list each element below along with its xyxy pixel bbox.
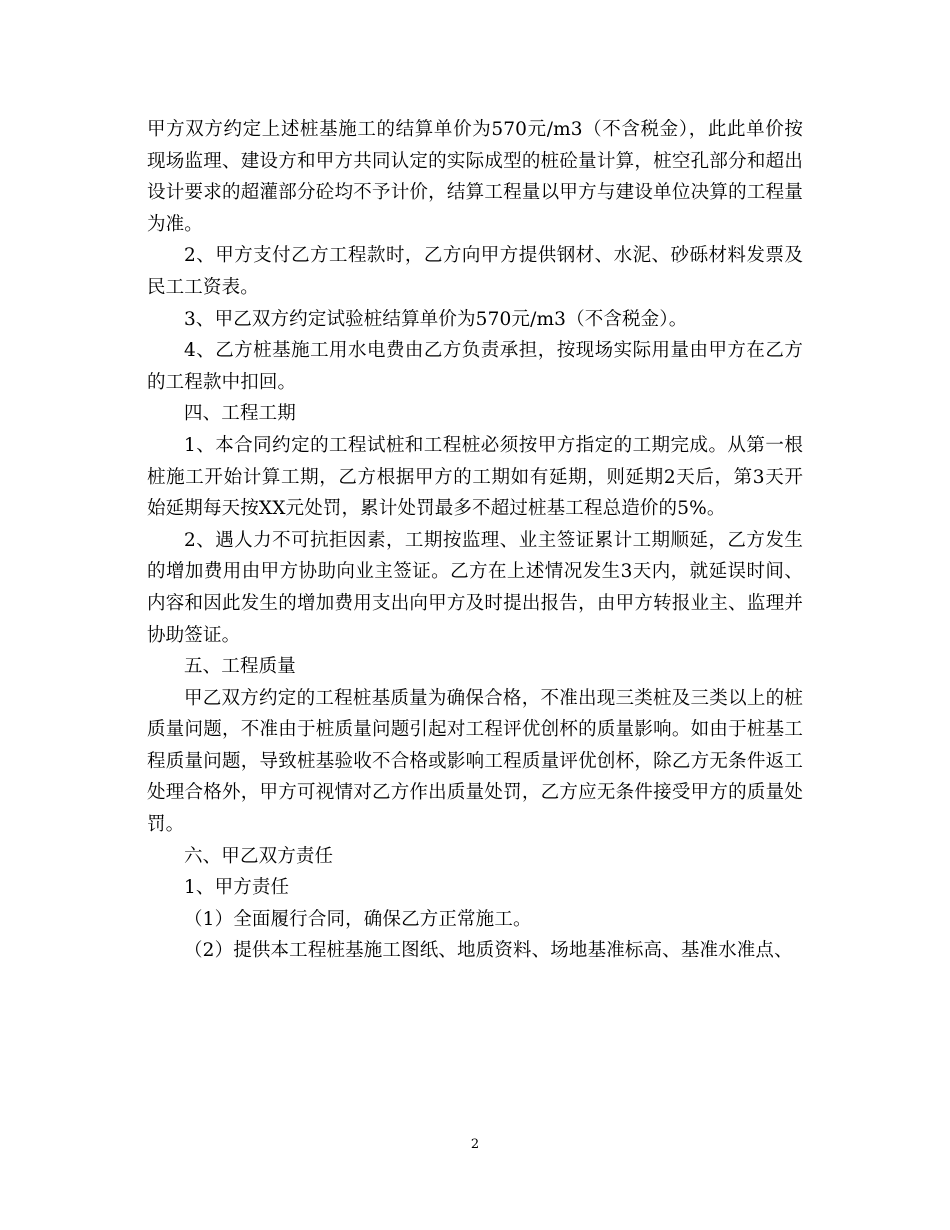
- document-body: [147, 114, 803, 967]
- paragraph-settlement-price: 甲方双方约定上述桩基施工的结算单价为570元/m3（不含税金），此此单价按现场监理、建设方和甲方共同认定的实际成型的桩砼量计算，桩空孔部分和超出设计要求的超灌部分砼均不予计价，结算工程量以甲方与建设单位决算的工程量为准。: [147, 119, 803, 235]
- section-heading-quality: 五、工程质量: [184, 656, 296, 678]
- page-number: 2: [470, 1137, 480, 1152]
- paragraph-schedule-penalty: 1、本合同约定的工程试桩和工程桩必须按甲方指定的工期完成。从第一根桩施工开始计算工期，乙方根据甲方的工期如有延期，则延期2天后，第3天开始延期每天按XX元处罚，累计处罚最多不超过桩基工程总造价的5%。: [147, 434, 803, 520]
- list-item-fulfill-contract: （1）全面履行合同，确保乙方正常施工。: [184, 908, 532, 930]
- list-item-provide-drawings: （2）提供本工程桩基施工图纸、地质资料、场地基准标高、基准水准点、: [184, 940, 793, 962]
- paragraph-utilities: 4、乙方桩基施工用水电费由乙方负责承担，按现场实际用量由甲方在乙方的工程款中扣回。: [147, 340, 803, 393]
- paragraph-payment-invoices: 2、甲方支付乙方工程款时，乙方向甲方提供钢材、水泥、砂砾材料发票及民工工资表。: [147, 245, 803, 298]
- paragraph-test-pile-price: 3、甲乙双方约定试验桩结算单价为570元/m3（不含税金）。: [184, 308, 688, 330]
- section-heading-schedule: 四、工程工期: [184, 403, 296, 425]
- paragraph-force-majeure: 2、遇人力不可抗拒因素，工期按监理、业主签证累计工期顺延，乙方发生的增加费用由甲方协助向业主签证。乙方在上述情况发生3天内，就延误时间、内容和因此发生的增加费用支出向甲方及时提出报告，由甲方转报业主、监理并协助签证。: [147, 529, 803, 646]
- section-heading-responsibilities: 六、甲乙双方责任: [184, 845, 334, 867]
- subheading-party-a-responsibility: 1、甲方责任: [184, 877, 290, 899]
- paragraph-quality-terms: 甲乙双方约定的工程桩基质量为确保合格，不准出现三类桩及三类以上的桩质量问题，不准由于桩质量问题引起对工程评优创杯的质量影响。如由于桩基工程质量问题，导致桩基验收不合格或影响工程质量评优创杯，除乙方无条件返工处理合格外，甲方可视情对乙方作出质量处罚，乙方应无条件接受甲方的质量处罚。: [147, 687, 803, 836]
